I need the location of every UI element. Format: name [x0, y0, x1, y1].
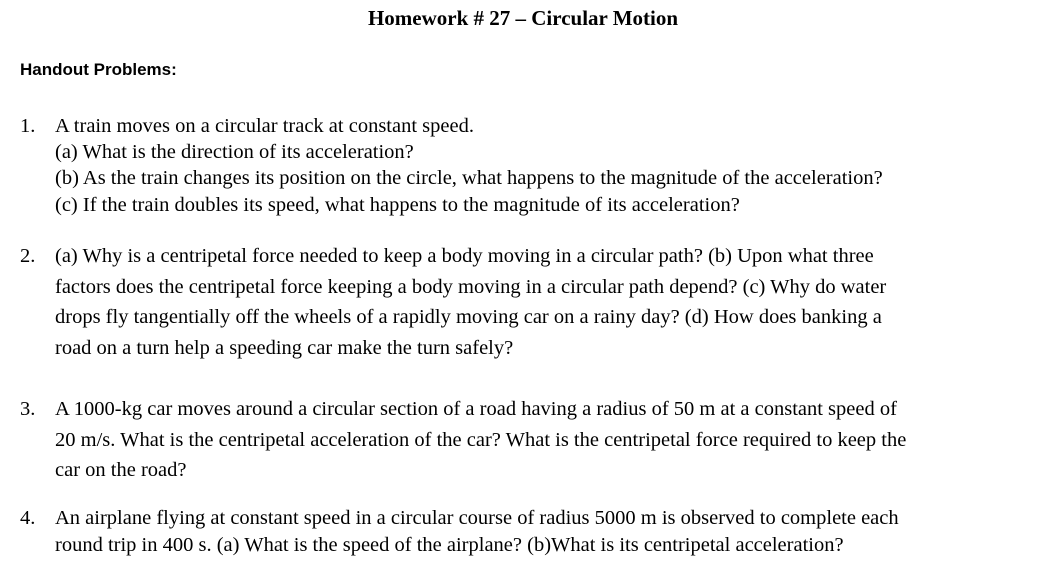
page-title: Homework # 27 – Circular Motion [367, 6, 679, 30]
problem-body [55, 505, 1040, 558]
problem-3 [20, 394, 1040, 486]
problem-number: 2. [20, 245, 36, 267]
problem-body [55, 113, 1040, 218]
problem-line: 20 m/s. What is the centripetal acceleration of the car? What is the centripetal force required to keep the [55, 428, 907, 451]
problem-line: road on a turn help a speeding car make the turn safely? [55, 336, 514, 359]
problem-2 [20, 241, 1040, 363]
problem-line: drops fly tangentially off the wheels of a rapidly moving car on a rainy day? (d) How does banking a [55, 306, 882, 328]
problem-line: A train moves on a circular track at constant speed. [55, 115, 474, 137]
problem-line: An airplane flying at constant speed in a circular course of radius 5000 m is observed to complete each [55, 507, 899, 529]
problem-line: factors does the centripetal force keeping a body moving in a circular path depend? (c) Why do water [55, 275, 887, 298]
problem-subpart-a: (a) What is the direction of its acceleration? [55, 141, 414, 163]
problem-number: 4. [20, 507, 36, 529]
problem-line: A 1000-kg car moves around a circular section of a road having a radius of 50 m at a constant speed of [55, 398, 897, 420]
problem-body [55, 394, 1040, 486]
problem-body [55, 241, 1040, 363]
problem-subpart-b: (b) As the train changes its position on the circle, what happens to the magnitude of the acceleration? [55, 167, 883, 190]
problem-4 [20, 505, 1040, 558]
problem-line: car on the road? [55, 459, 187, 481]
problem-1 [20, 113, 1040, 218]
problem-number: 3. [20, 398, 36, 420]
problem-line: round trip in 400 s. (a) What is the speed of the airplane? (b)What is its centripetal acceleration? [55, 533, 844, 556]
problem-line: (a) Why is a centripetal force needed to keep a body moving in a circular path? (b) Upon what three [55, 245, 874, 267]
problem-number: 1. [20, 115, 36, 137]
problem-subpart-c: (c) If the train doubles its speed, what happens to the magnitude of its acceleration? [55, 193, 740, 216]
section-heading: Handout Problems: [20, 60, 177, 79]
